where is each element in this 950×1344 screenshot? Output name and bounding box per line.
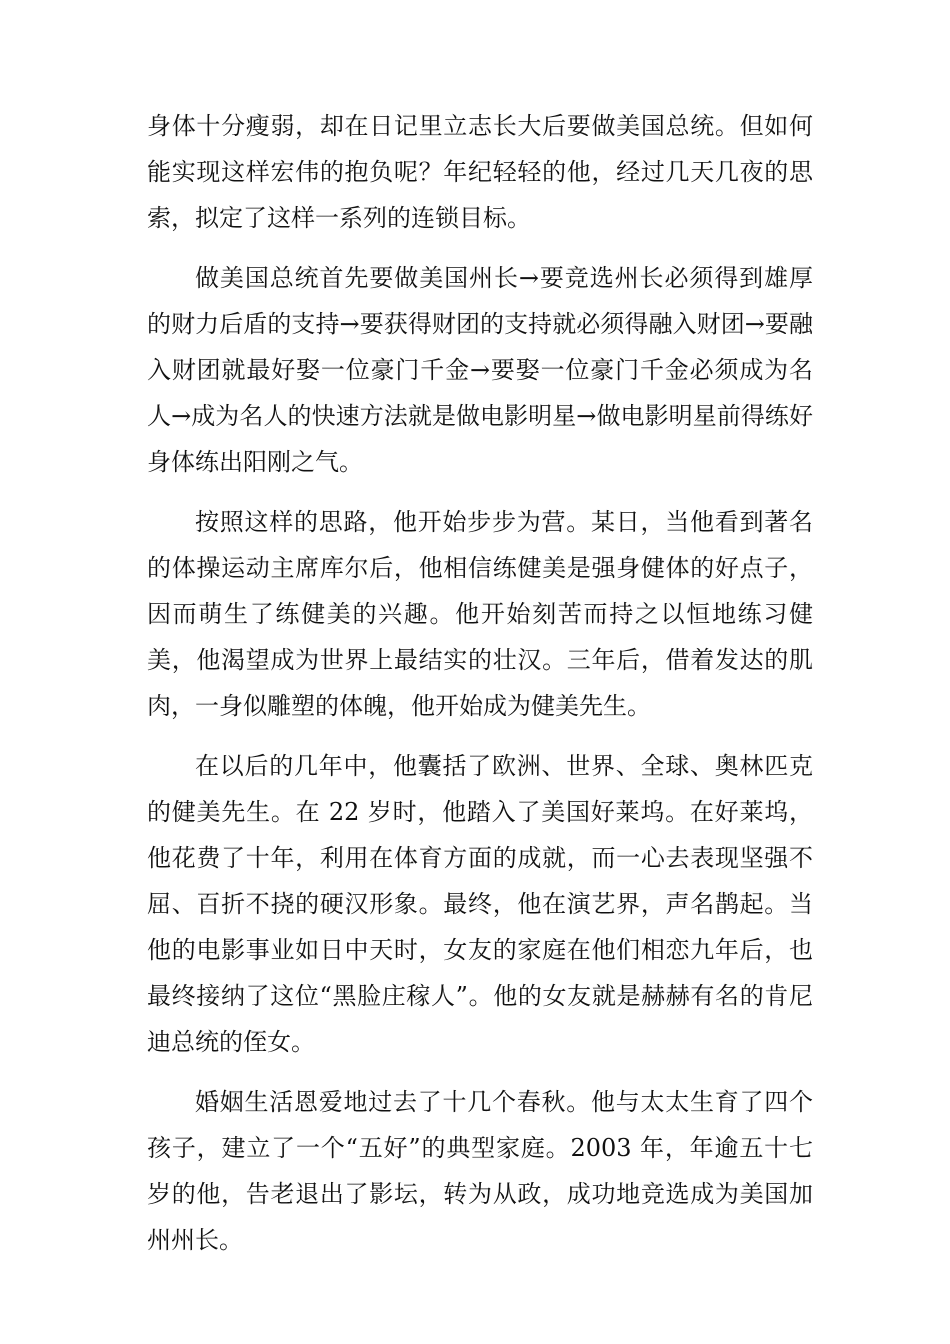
paragraph-4: 在以后的几年中，他囊括了欧洲、世界、全球、奥林匹克的健美先生。在 22 岁时，他踏入了美国好莱坞。在好莱坞，他花费了十年，利用在体育方面的成就，而一心去表现坚强不屈、百折不挠的硬汉形象。最终，他在演艺界，声名鹊起。当他的电影事业如日中天时，女友的家庭在他们相恋九年后，也最终接纳了这位“黑脸庄稼人”。他的女友就是赫赫有名的肯尼迪总统的侄女。 (147, 752, 813, 1056)
paragraph-3: 按照这样的思路，他开始步步为营。某日，当他看到著名的体操运动主席库尔后，他相信练健美是强身健体的好点子，因而萌生了练健美的兴趣。他开始刻苦而持之以恒地练习健美，他渴望成为世界上最结实的壮汉。三年后，借着发达的肌肉，一身似雕塑的体魄，他开始成为健美先生。 (147, 508, 813, 720)
document-body (147, 103, 813, 1277)
paragraph-1: 身体十分瘦弱，却在日记里立志长大后要做美国总统。但如何能实现这样宏伟的抱负呢？年纪轻轻的他，经过几天几夜的思索，拟定了这样一系列的连锁目标。 (147, 112, 813, 232)
paragraph-2: 做美国总统首先要做美国州长→要竞选州长必须得到雄厚的财力后盾的支持→要获得财团的支持就必须得融入财团→要融入财团就最好娶一位豪门千金→要娶一位豪门千金必须成为名人→成为名人的快速方法就是做电影明星→做电影明星前得练好身体练出阳刚之气。 (147, 264, 813, 476)
paragraph-5: 婚姻生活恩爱地过去了十几个春秋。他与太太生育了四个孩子，建立了一个“五好”的典型家庭。2003 年，年逾五十七岁的他，告老退出了影坛，转为从政，成功地竞选成为美国加州州长。 (147, 1088, 813, 1254)
